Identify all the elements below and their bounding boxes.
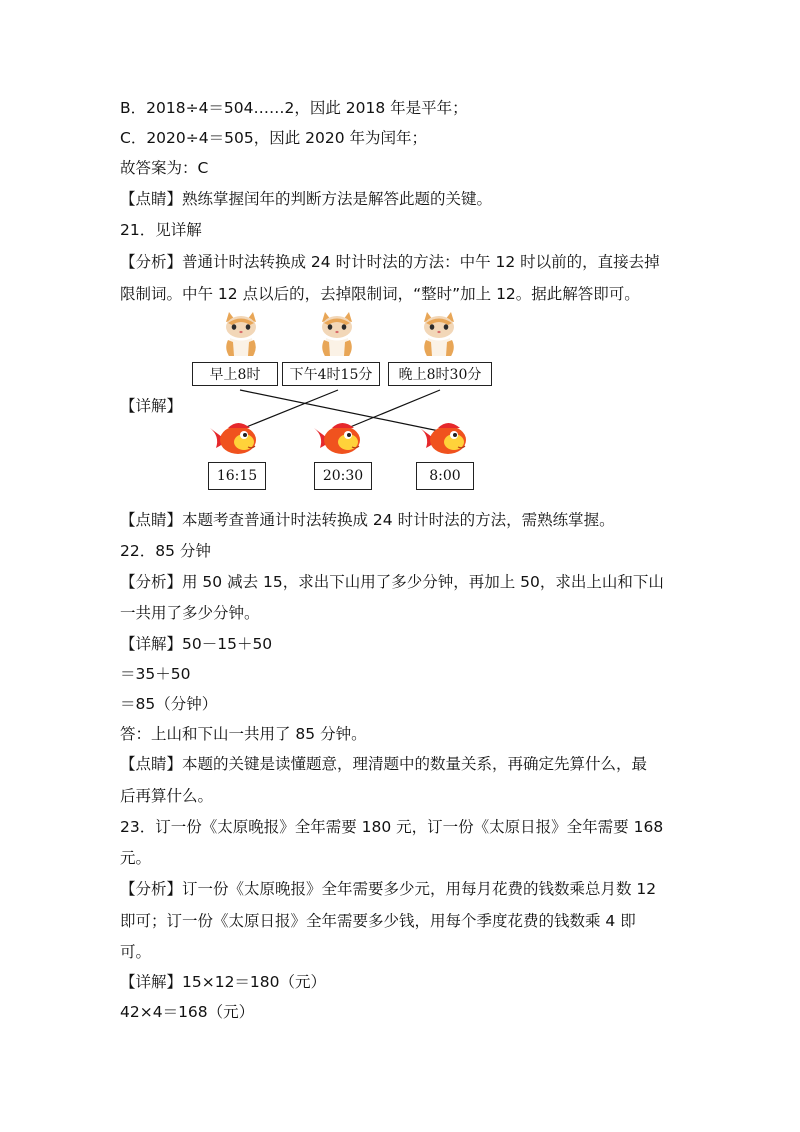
time-label-800: 8:00 [416,462,474,490]
text-line-14: ＝35＋50 [120,665,191,683]
text-line-24: 【详解】15×12＝180（元） [120,973,327,991]
fish-icon [418,418,470,462]
text-line-22: 即可；订一份《太原日报》全年需要多少钱，用每个季度花费的钱数乘 4 即 [120,912,636,930]
text-line-15: ＝85（分钟） [120,695,218,713]
time-label-2030: 20:30 [314,462,372,490]
text-line-10: 22．85 分钟 [120,542,211,560]
text-line-6: 【分析】普通计时法转换成 24 时计时法的方法：中午 12 时以前的，直接去掉 [120,253,660,271]
time-label-1615: 16:15 [208,462,266,490]
text-line-2: C．2020÷4＝505，因此 2020 年为闰年； [120,129,428,147]
text-line-25: 42×4＝168（元） [120,1003,255,1021]
text-line-17: 【点睛】本题的关键是读懂题意，理清题中的数量关系，再确定先算什么，最 [120,755,648,773]
time-label-morning: 早上8时 [192,362,278,386]
text-line-1: B．2018÷4＝504……2，因此 2018 年是平年； [120,99,468,117]
cat-icon [316,310,358,358]
fish-icon [312,418,364,462]
time-label-evening: 晚上8时30分 [388,362,492,386]
cat-icon [220,310,262,358]
text-line-5: 21．见详解 [120,221,202,239]
text-line-4: 【点睛】熟练掌握闰年的判断方法是解答此题的关键。 [120,190,493,208]
text-line-23: 可。 [120,943,152,961]
text-line-20: 元。 [120,849,152,867]
text-line-9: 【点睛】本题考查普通计时法转换成 24 时计时法的方法，需熟练掌握。 [120,511,615,529]
cat-icon [418,310,460,358]
text-line-21: 【分析】订一份《太原晚报》全年需要多少元，用每月花费的钱数乘总月数 12 [120,880,657,898]
text-line-16: 答：上山和下山一共用了 85 分钟。 [120,725,367,743]
text-line-7: 限制词。中午 12 点以后的，去掉限制词，“整时”加上 12。据此解答即可。 [120,285,640,303]
text-line-13: 【详解】50－15＋50 [120,635,273,653]
text-line-8: 【详解】 [120,397,183,415]
text-line-11: 【分析】用 50 减去 15，求出下山用了多少分钟，再加上 50，求出上山和下山 [120,573,664,591]
matching-figure [188,310,500,496]
time-label-afternoon: 下午4时15分 [282,362,380,386]
text-line-18: 后再算什么。 [120,787,214,805]
text-line-19: 23．订一份《太原晚报》全年需要 180 元，订一份《太原日报》全年需要 168 [120,818,664,836]
text-line-3: 故答案为：C [120,159,209,177]
fish-icon [208,418,260,462]
text-line-12: 一共用了多少分钟。 [120,604,260,622]
